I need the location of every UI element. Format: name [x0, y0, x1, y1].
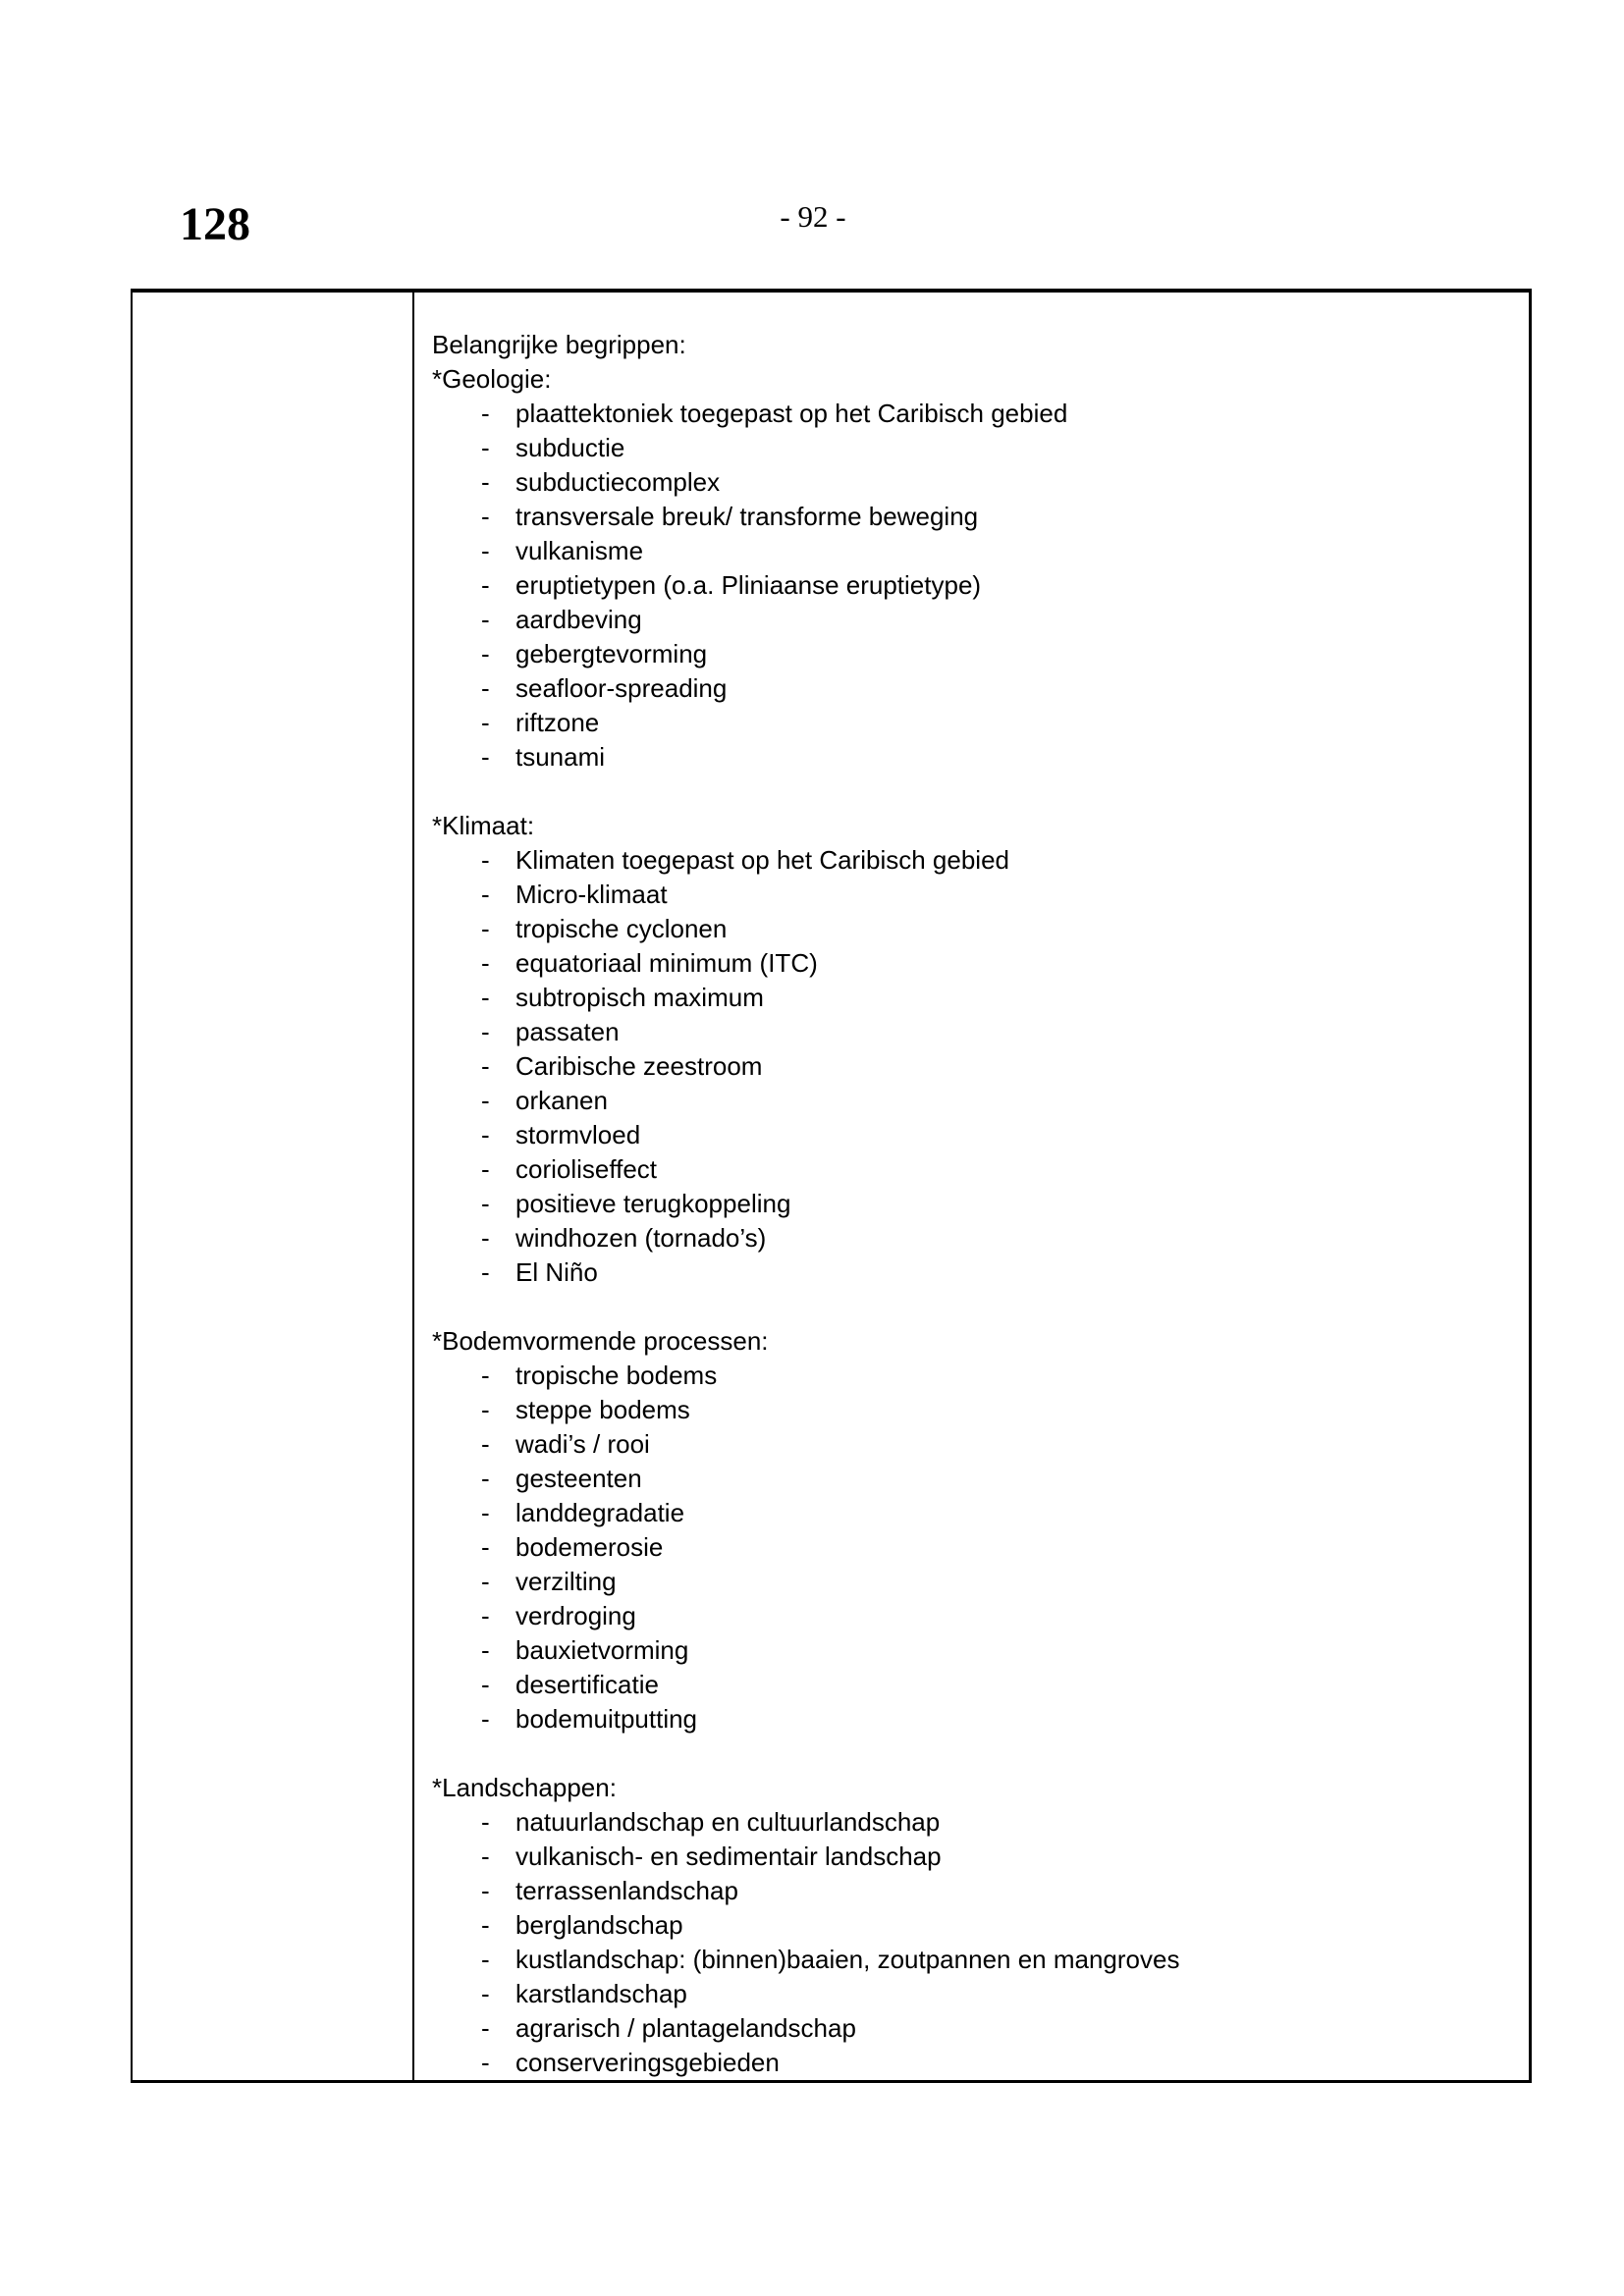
list-item-text: positieve terugkoppeling — [515, 1189, 791, 1218]
list-item-text: seafloor-spreading — [515, 673, 728, 703]
list-item — [432, 1118, 1519, 1152]
list-item — [432, 1874, 1519, 1908]
dash-bullet-icon: - — [481, 433, 490, 462]
dash-bullet-icon: - — [481, 2013, 490, 2043]
list-item-text: Caribische zeestroom — [515, 1051, 763, 1081]
list-item-text: equatoriaal minimum (ITC) — [515, 948, 818, 978]
list-item-text: desertificatie — [515, 1670, 659, 1699]
list-item — [432, 1255, 1519, 1290]
section-spacer — [432, 1736, 1519, 1771]
list-item — [432, 1427, 1519, 1462]
list-item-text: stormvloed — [515, 1120, 641, 1149]
list-item-text: corioliseffect — [515, 1154, 658, 1184]
dash-bullet-icon: - — [481, 1017, 490, 1046]
intro-heading: Belangrijke begrippen: — [432, 330, 686, 359]
dash-bullet-icon: - — [481, 914, 490, 943]
list-item-text: Klimaten toegepast op het Caribisch gebied — [515, 845, 1009, 875]
list-item-text: terrassenlandschap — [515, 1876, 738, 1905]
list-item-text: tsunami — [515, 742, 606, 772]
list-item — [432, 1393, 1519, 1427]
dash-bullet-icon: - — [481, 1154, 490, 1184]
list-item — [432, 500, 1519, 534]
dash-bullet-icon: - — [481, 1498, 490, 1527]
dash-bullet-icon: - — [481, 1979, 490, 2008]
left-column-cell — [133, 293, 414, 2080]
dash-bullet-icon: - — [481, 1086, 490, 1115]
list-item — [432, 981, 1519, 1015]
list-item — [432, 2046, 1519, 2080]
list-item-text: subductie — [515, 433, 625, 462]
dash-bullet-icon: - — [481, 983, 490, 1012]
dash-bullet-icon: - — [481, 1257, 490, 1287]
dash-bullet-icon: - — [481, 1429, 490, 1459]
list-item-text: plaattektoniek toegepast op het Caribisch gebied — [515, 399, 1068, 428]
dash-bullet-icon: - — [481, 1051, 490, 1081]
concepts-content — [432, 328, 1519, 2080]
dash-bullet-icon: - — [481, 1945, 490, 1974]
list-item-text: vulkanisme — [515, 536, 644, 565]
list-item-text: riftzone — [515, 708, 600, 737]
section-heading: *Geologie: — [432, 364, 552, 394]
sections-container — [432, 362, 1519, 2080]
dash-bullet-icon: - — [481, 742, 490, 772]
list-item — [432, 1702, 1519, 1736]
concept-section — [432, 809, 1519, 1290]
concept-section — [432, 1771, 1519, 2080]
list-item — [432, 1462, 1519, 1496]
list-item — [432, 534, 1519, 568]
dash-bullet-icon: - — [481, 1532, 490, 1562]
dash-bullet-icon: - — [481, 1464, 490, 1493]
list-item-text: verzilting — [515, 1567, 617, 1596]
concept-section — [432, 362, 1519, 774]
dash-bullet-icon: - — [481, 1842, 490, 1871]
concept-section — [432, 1324, 1519, 1736]
section-spacer — [432, 774, 1519, 809]
list-item-text: karstlandschap — [515, 1979, 687, 2008]
list-item-text: gebergtevorming — [515, 639, 708, 668]
dash-bullet-icon: - — [481, 570, 490, 600]
list-item-text: El Niño — [515, 1257, 598, 1287]
folio-page-indicator: - 92 - — [780, 199, 846, 234]
dash-bullet-icon: - — [481, 1223, 490, 1253]
dash-bullet-icon: - — [481, 1807, 490, 1837]
list-item-text: tropische bodems — [515, 1361, 718, 1390]
dash-bullet-icon: - — [481, 1670, 490, 1699]
dash-bullet-icon: - — [481, 467, 490, 497]
dash-bullet-icon: - — [481, 1567, 490, 1596]
dash-bullet-icon: - — [481, 536, 490, 565]
concept-list — [432, 1805, 1519, 2080]
dash-bullet-icon: - — [481, 708, 490, 737]
list-item-text: berglandschap — [515, 1910, 683, 1940]
list-item-text: verdroging — [515, 1601, 636, 1630]
list-item — [432, 2011, 1519, 2046]
list-item-text: conserveringsgebieden — [515, 2048, 780, 2077]
dash-bullet-icon: - — [481, 1395, 490, 1424]
concept-list — [432, 843, 1519, 1290]
dash-bullet-icon: - — [481, 673, 490, 703]
list-item-text: tropische cyclonen — [515, 914, 728, 943]
list-item-text: natuurlandschap en cultuurlandschap — [515, 1807, 941, 1837]
list-item — [432, 1977, 1519, 2011]
section-heading: *Klimaat: — [432, 811, 535, 840]
dash-bullet-icon: - — [481, 639, 490, 668]
list-item — [432, 637, 1519, 671]
list-item-text: orkanen — [515, 1086, 608, 1115]
page-number: 128 — [180, 198, 250, 250]
list-item-text: bodemuitputting — [515, 1704, 698, 1734]
list-item-text: wadi’s / rooi — [515, 1429, 650, 1459]
list-item — [432, 568, 1519, 603]
list-item — [432, 1359, 1519, 1393]
list-item — [432, 1668, 1519, 1702]
list-item-text: bodemerosie — [515, 1532, 664, 1562]
list-item — [432, 1908, 1519, 1943]
list-item-text: agrarisch / plantagelandschap — [515, 2013, 856, 2043]
dash-bullet-icon: - — [481, 1189, 490, 1218]
list-item — [432, 1221, 1519, 1255]
concept-list — [432, 1359, 1519, 1736]
dash-bullet-icon: - — [481, 1120, 490, 1149]
list-item — [432, 431, 1519, 465]
list-item — [432, 603, 1519, 637]
list-item — [432, 706, 1519, 740]
list-item — [432, 1840, 1519, 1874]
list-item-text: subductiecomplex — [515, 467, 721, 497]
list-item-text: bauxietvorming — [515, 1635, 689, 1665]
list-item — [432, 1049, 1519, 1084]
list-item — [432, 878, 1519, 912]
dash-bullet-icon: - — [481, 1601, 490, 1630]
dash-bullet-icon: - — [481, 605, 490, 634]
list-item-text: passaten — [515, 1017, 620, 1046]
list-item — [432, 1599, 1519, 1633]
dash-bullet-icon: - — [481, 2048, 490, 2077]
list-item — [432, 912, 1519, 946]
list-item — [432, 1496, 1519, 1530]
dash-bullet-icon: - — [481, 1876, 490, 1905]
section-spacer — [432, 1290, 1519, 1324]
dash-bullet-icon: - — [481, 948, 490, 978]
list-item — [432, 1943, 1519, 1977]
list-item — [432, 1633, 1519, 1668]
list-item-text: gesteenten — [515, 1464, 642, 1493]
list-item-text: landdegradatie — [515, 1498, 685, 1527]
list-item-text: kustlandschap: (binnen)baaien, zoutpannen en mangroves — [515, 1945, 1180, 1974]
section-heading: *Bodemvormende processen: — [432, 1326, 769, 1356]
list-item — [432, 671, 1519, 706]
list-item — [432, 946, 1519, 981]
list-item — [432, 1015, 1519, 1049]
list-item-text: transversale breuk/ transforme beweging — [515, 502, 979, 531]
list-item — [432, 1152, 1519, 1187]
dash-bullet-icon: - — [481, 1910, 490, 1940]
list-item — [432, 843, 1519, 878]
dash-bullet-icon: - — [481, 1704, 490, 1734]
dash-bullet-icon: - — [481, 1361, 490, 1390]
list-item-text: Micro-klimaat — [515, 880, 668, 909]
list-item — [432, 1565, 1519, 1599]
dash-bullet-icon: - — [481, 399, 490, 428]
dash-bullet-icon: - — [481, 845, 490, 875]
list-item-text: vulkanisch- en sedimentair landschap — [515, 1842, 942, 1871]
list-item-text: subtropisch maximum — [515, 983, 764, 1012]
section-heading: *Landschappen: — [432, 1773, 617, 1802]
content-table — [131, 289, 1532, 2083]
list-item-text: eruptietypen (o.a. Pliniaanse eruptietype) — [515, 570, 982, 600]
list-item — [432, 1805, 1519, 1840]
dash-bullet-icon: - — [481, 1635, 490, 1665]
dash-bullet-icon: - — [481, 880, 490, 909]
dash-bullet-icon: - — [481, 502, 490, 531]
list-item — [432, 465, 1519, 500]
right-column-cell — [414, 293, 1529, 2080]
concept-list — [432, 397, 1519, 774]
list-item-text: steppe bodems — [515, 1395, 690, 1424]
list-item — [432, 1187, 1519, 1221]
list-item — [432, 740, 1519, 774]
list-item — [432, 1530, 1519, 1565]
list-item-text: aardbeving — [515, 605, 642, 634]
list-item — [432, 397, 1519, 431]
list-item — [432, 1084, 1519, 1118]
list-item-text: windhozen (tornado’s) — [515, 1223, 767, 1253]
